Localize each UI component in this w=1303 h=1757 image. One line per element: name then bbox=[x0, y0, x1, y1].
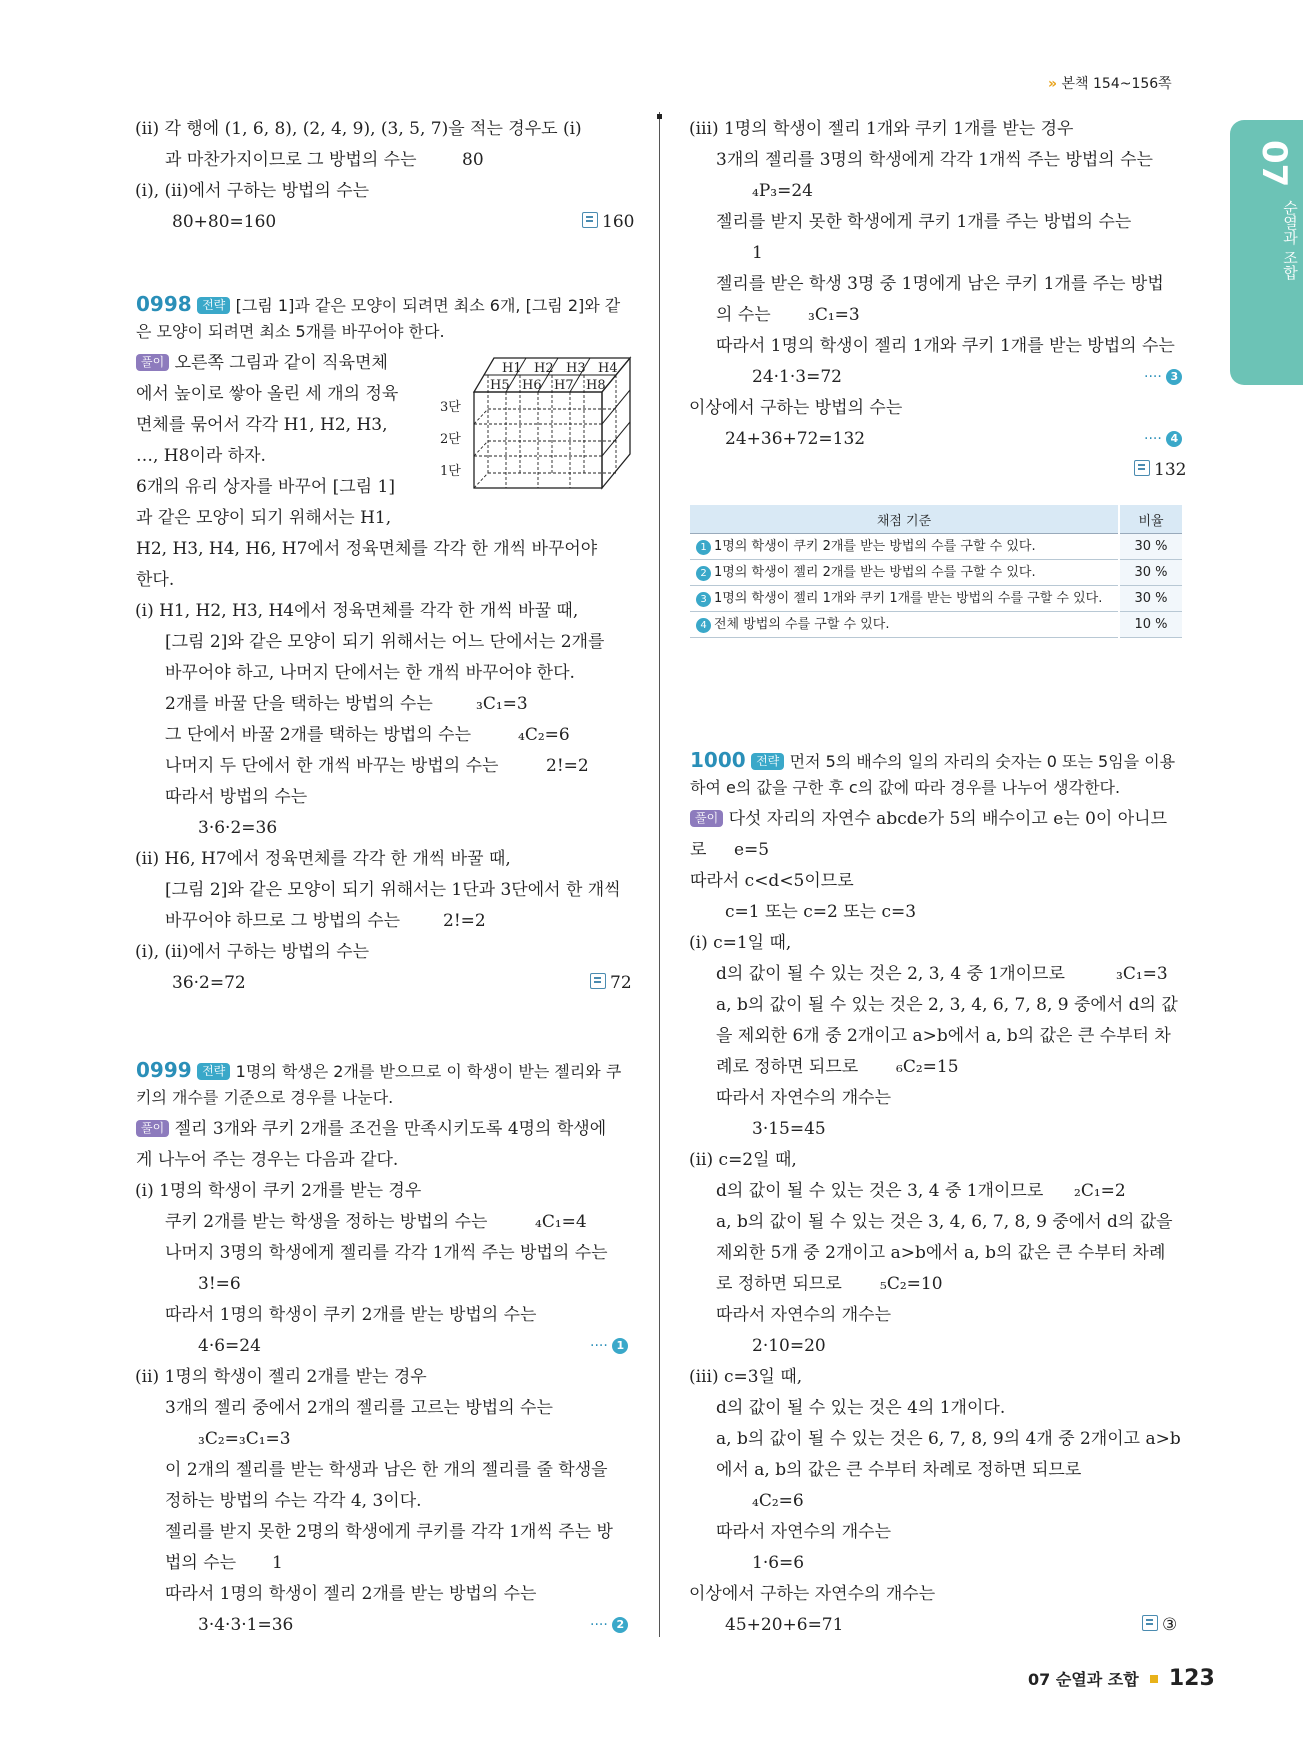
table-row bbox=[690, 586, 1182, 612]
text-line: 2개를 바꿀 단을 택하는 방법의 수는 bbox=[165, 694, 433, 714]
math-value: 2!=2 bbox=[546, 756, 589, 776]
cube-stack-figure bbox=[440, 350, 640, 500]
text-line: 따라서 1명의 학생이 쿠키 2개를 받는 방법의 수는 bbox=[165, 1305, 537, 1325]
text-line: (ⅲ) 1명의 학생이 젤리 1개와 쿠키 1개를 받는 경우 bbox=[689, 119, 1074, 139]
text-line: 따라서 자연수의 개수는 bbox=[716, 1305, 892, 1325]
answer-box bbox=[1142, 1613, 1177, 1637]
double-chevron-icon: » bbox=[1048, 76, 1058, 92]
chapter-number: 07 bbox=[1254, 140, 1294, 188]
math-value: 2!=2 bbox=[443, 911, 486, 931]
text-line: 이상에서 구하는 방법의 수는 bbox=[689, 398, 903, 418]
strategy-text: 1명의 학생은 2개를 받으므로 이 학생이 받는 젤리와 쿠 bbox=[235, 1062, 622, 1081]
table-cell: 30 % bbox=[1119, 534, 1182, 560]
text-line: 나머지 3명의 학생에게 젤리를 각각 1개씩 주는 방법의 수는 bbox=[165, 1243, 608, 1263]
criteria-text: 전체 방법의 수를 구할 수 있다. bbox=[714, 617, 890, 632]
strategy-tag: 전략 bbox=[197, 297, 230, 314]
text-line: a, b의 값이 될 수 있는 것은 2, 3, 4, 6, 7, 8, 9 중에서 d의 값 bbox=[716, 995, 1178, 1015]
text-span: 젤리 3개와 쿠키 2개를 조건을 만족시키도록 4명의 학생에 bbox=[174, 1119, 607, 1139]
text-line: 나머지 두 단에서 한 개씩 바꾸는 방법의 수는 bbox=[165, 756, 499, 776]
strategy-text: 은 모양이 되려면 최소 5개를 바꾸어야 한다. bbox=[136, 322, 445, 341]
page-footer bbox=[1028, 1666, 1215, 1691]
figure-label: H6 bbox=[522, 378, 542, 393]
solution-tag: 풀이 bbox=[690, 810, 723, 827]
problem-number: 0998 bbox=[136, 292, 192, 316]
math-value: e=5 bbox=[734, 840, 770, 860]
table-cell: 30 % bbox=[1119, 560, 1182, 586]
solution-tag: 풀이 bbox=[136, 354, 169, 371]
math-value: ₅C₂=10 bbox=[880, 1274, 943, 1294]
math-line: 80+80=160 bbox=[172, 212, 277, 232]
math-line: ₄P₃=24 bbox=[752, 181, 813, 201]
step-number-icon: 3 bbox=[696, 592, 711, 607]
divider-marker bbox=[657, 114, 662, 119]
text-line: 3개의 젤리를 3명의 학생에게 각각 1개씩 주는 방법의 수는 bbox=[716, 150, 1153, 170]
text-line: (ⅰ), (ⅱ)에서 구하는 방법의 수는 bbox=[135, 942, 370, 962]
figure-level-label: 1단 bbox=[440, 464, 461, 479]
figure-label: H1 bbox=[502, 361, 522, 376]
text-line: d의 값이 될 수 있는 것은 4의 1개이다. bbox=[716, 1398, 1006, 1418]
text-line: 로 bbox=[690, 840, 707, 860]
strategy-tag: 전략 bbox=[197, 1063, 230, 1080]
text-line: 그 단에서 바꿀 2개를 택하는 방법의 수는 bbox=[165, 725, 471, 745]
math-line: 1 bbox=[752, 243, 763, 263]
text-line: 젤리를 받지 못한 2명의 학생에게 쿠키를 각각 1개씩 주는 방 bbox=[165, 1522, 613, 1542]
text-line: a, b의 값이 될 수 있는 것은 3, 4, 6, 7, 8, 9 중에서 d의 값을 bbox=[716, 1212, 1173, 1232]
answer-value: 132 bbox=[1154, 460, 1187, 480]
answer-value: 160 bbox=[602, 212, 635, 232]
text-line: 따라서 방법의 수는 bbox=[165, 787, 308, 807]
strategy-tag: 전략 bbox=[751, 753, 784, 770]
math-line: 3·6·2=36 bbox=[198, 818, 278, 838]
table-row bbox=[690, 612, 1182, 638]
problem-header bbox=[690, 748, 1175, 774]
math-value: ₄C₂=6 bbox=[518, 725, 570, 745]
text-line: 따라서 자연수의 개수는 bbox=[716, 1088, 892, 1108]
criteria-text: 1명의 학생이 쿠키 2개를 받는 방법의 수를 구할 수 있다. bbox=[714, 539, 1036, 554]
answer-icon bbox=[1142, 1615, 1158, 1631]
text-line: 쿠키 2개를 받는 학생을 정하는 방법의 수는 bbox=[165, 1212, 488, 1232]
table-cell: 30 % bbox=[1119, 586, 1182, 612]
text-line: 젤리를 받지 못한 학생에게 쿠키 1개를 주는 방법의 수는 bbox=[716, 212, 1132, 232]
text-span: 다섯 자리의 자연수 abcde가 5의 배수이고 e는 0이 아니므 bbox=[728, 809, 1168, 829]
math-line: ₃C₂=₃C₁=3 bbox=[198, 1429, 291, 1449]
text-line bbox=[690, 807, 1167, 831]
answer-box bbox=[590, 971, 632, 995]
math-line: 45+20+6=71 bbox=[725, 1615, 844, 1635]
figure-label: H8 bbox=[586, 378, 606, 393]
table-cell bbox=[690, 560, 1119, 586]
text-line: [그림 2]와 같은 모양이 되기 위해서는 1단과 3단에서 한 개씩 bbox=[165, 880, 621, 900]
criteria-text: 1명의 학생이 젤리 1개와 쿠키 1개를 받는 방법의 수를 구할 수 있다. bbox=[714, 591, 1103, 606]
text-line: 을 제외한 6개 중 2개이고 a>b에서 a, b의 값은 큰 수부터 차 bbox=[716, 1026, 1171, 1046]
math-value: ₆C₂=15 bbox=[896, 1057, 959, 1077]
text-line: (ⅰ), (ⅱ)에서 구하는 방법의 수는 bbox=[135, 181, 370, 201]
text-line: 한다. bbox=[136, 570, 175, 590]
text-line: 3개의 젤리 중에서 2개의 젤리를 고르는 방법의 수는 bbox=[165, 1398, 553, 1418]
step-marker-4: ···· 4 bbox=[1144, 427, 1182, 451]
problem-number: 0999 bbox=[136, 1058, 192, 1082]
math-value: ₃C₁=3 bbox=[1116, 964, 1168, 984]
text-line: (ⅱ) 각 행에 (1, 6, 8), (2, 4, 9), (3, 5, 7)을 적는 경우도 (ⅰ) bbox=[135, 119, 582, 139]
answer-icon bbox=[590, 973, 606, 989]
figure-label: H4 bbox=[598, 361, 618, 376]
text-line: 이상에서 구하는 자연수의 개수는 bbox=[689, 1584, 936, 1604]
math-value: ₂C₁=2 bbox=[1074, 1181, 1126, 1201]
solution-tag: 풀이 bbox=[136, 1120, 169, 1137]
math-value: ₃C₁=3 bbox=[476, 694, 528, 714]
text-line: 과 같은 모양이 되기 위해서는 H1, bbox=[136, 508, 392, 528]
footer-chapter: 07 순열과 조합 bbox=[1028, 1670, 1139, 1689]
text-line: (ⅰ) H1, H2, H3, H4에서 정육면체를 각각 한 개씩 바꿀 때, bbox=[135, 601, 579, 621]
text-line bbox=[136, 351, 388, 375]
text-span: 오른쪽 그림과 같이 직육면체 bbox=[174, 353, 388, 373]
answer-box bbox=[582, 210, 634, 234]
strategy-text: 키의 개수를 기준으로 경우를 나눈다. bbox=[136, 1088, 394, 1107]
text-line: 바꾸어야 하므로 그 방법의 수는 bbox=[165, 911, 401, 931]
math-line: 2·10=20 bbox=[752, 1336, 826, 1356]
table-cell bbox=[690, 586, 1119, 612]
criteria-text: 1명의 학생이 젤리 2개를 받는 방법의 수를 구할 수 있다. bbox=[714, 565, 1036, 580]
text-line: 과 마찬가지이므로 그 방법의 수는 bbox=[165, 150, 417, 170]
table-header-criteria: 채점 기준 bbox=[690, 505, 1119, 534]
text-line: 정하는 방법의 수는 각각 4, 3이다. bbox=[165, 1491, 422, 1511]
text-line: d의 값이 될 수 있는 것은 2, 3, 4 중 1개이므로 bbox=[716, 964, 1065, 984]
chapter-title: 순열과 조합 bbox=[1281, 200, 1299, 280]
problem-number: 1000 bbox=[690, 748, 746, 772]
math-line: 3·15=45 bbox=[752, 1119, 826, 1139]
page-reference bbox=[1048, 73, 1172, 93]
table-cell bbox=[690, 612, 1119, 638]
problem-header bbox=[136, 292, 620, 318]
step-number-icon: 4 bbox=[696, 618, 711, 633]
chapter-side-tab bbox=[1230, 120, 1303, 385]
table-header-ratio: 비율 bbox=[1119, 505, 1182, 534]
text-line: 의 수는 bbox=[716, 305, 771, 325]
text-line: 따라서 1명의 학생이 젤리 2개를 받는 방법의 수는 bbox=[165, 1584, 537, 1604]
math-line: 24+36+72=132 bbox=[725, 429, 866, 449]
math-line: 1·6=6 bbox=[752, 1553, 805, 1573]
text-line: 바꾸어야 하고, 나머지 단에서는 한 개씩 바꾸어야 한다. bbox=[165, 663, 575, 683]
answer-icon bbox=[1134, 460, 1150, 476]
text-line: 따라서 c<d<5이므로 bbox=[690, 871, 854, 891]
text-line bbox=[136, 1117, 606, 1141]
page-number: 123 bbox=[1168, 1666, 1215, 1691]
text-line: (ⅱ) 1명의 학생이 젤리 2개를 받는 경우 bbox=[135, 1367, 427, 1387]
text-line: 젤리를 받은 학생 3명 중 1명에게 남은 쿠키 1개를 주는 방법 bbox=[716, 274, 1164, 294]
strategy-text: [그림 1]과 같은 모양이 되려면 최소 6개, [그림 2]와 같 bbox=[235, 296, 621, 315]
text-line: 법의 수는 bbox=[165, 1553, 237, 1573]
math-line: 3!=6 bbox=[198, 1274, 241, 1294]
figure-label: H3 bbox=[566, 361, 586, 376]
text-line: 로 정하면 되므로 bbox=[716, 1274, 842, 1294]
text-line: 이 2개의 젤리를 받는 학생과 남은 한 개의 젤리를 줄 학생을 bbox=[165, 1460, 608, 1480]
answer-value: ③ bbox=[1162, 1615, 1178, 1635]
table-row bbox=[690, 534, 1182, 560]
figure-label: H2 bbox=[534, 361, 554, 376]
table-cell bbox=[690, 534, 1119, 560]
text-line: (ⅱ) c=2일 때, bbox=[689, 1150, 797, 1170]
figure-level-label: 3단 bbox=[440, 400, 461, 415]
strategy-text: 먼저 5의 배수의 일의 자리의 숫자는 0 또는 5임을 이용 bbox=[789, 752, 1176, 771]
strategy-text: 하여 e의 값을 구한 후 c의 값에 따라 경우를 나누어 생각한다. bbox=[690, 778, 1121, 797]
text-line: 제외한 5개 중 2개이고 a>b에서 a, b의 값은 큰 수부터 차례 bbox=[716, 1243, 1166, 1263]
answer-box bbox=[1134, 458, 1186, 482]
text-line: H2, H3, H4, H6, H7에서 정육면체를 각각 한 개씩 바꾸어야 bbox=[136, 539, 598, 559]
table-row bbox=[690, 560, 1182, 586]
text-line: (ⅲ) c=3일 때, bbox=[689, 1367, 803, 1387]
answer-value: 72 bbox=[610, 973, 632, 993]
scoring-table bbox=[690, 505, 1182, 638]
text-line: 따라서 1명의 학생이 젤리 1개와 쿠키 1개를 받는 방법의 수는 bbox=[716, 336, 1175, 356]
step-number-icon: 1 bbox=[696, 540, 711, 555]
math-value: ₃C₁=3 bbox=[808, 305, 860, 325]
text-line: 면체를 묶어서 각각 H1, H2, H3, bbox=[136, 415, 388, 435]
figure-level-label: 2단 bbox=[440, 432, 461, 447]
text-line: [그림 2]와 같은 모양이 되기 위해서는 어느 단에서는 2개를 bbox=[165, 632, 605, 652]
text-line: 에서 a, b의 값은 큰 수부터 차례로 정하면 되므로 bbox=[716, 1460, 1082, 1480]
footer-square-icon bbox=[1150, 1675, 1158, 1683]
step-marker-1: ···· 1 bbox=[590, 1334, 628, 1358]
step-marker-2: ···· 2 bbox=[590, 1613, 628, 1637]
math-value: 1 bbox=[272, 1553, 283, 1573]
math-line: c=1 또는 c=2 또는 c=3 bbox=[725, 902, 917, 922]
math-line: 36·2=72 bbox=[172, 973, 246, 993]
text-line: …, H8이라 하자. bbox=[136, 446, 266, 466]
column-divider bbox=[659, 112, 660, 1637]
text-line: 따라서 자연수의 개수는 bbox=[716, 1522, 892, 1542]
text-line: 례로 정하면 되므로 bbox=[716, 1057, 859, 1077]
figure-label: H5 bbox=[490, 378, 510, 393]
step-number-icon: 2 bbox=[696, 566, 711, 581]
text-line: (ⅰ) c=1일 때, bbox=[689, 933, 792, 953]
text-line: d의 값이 될 수 있는 것은 3, 4 중 1개이므로 bbox=[716, 1181, 1044, 1201]
math-line: 24·1·3=72 bbox=[752, 367, 842, 387]
text-line: a, b의 값이 될 수 있는 것은 6, 7, 8, 9의 4개 중 2개이고 a>b bbox=[716, 1429, 1181, 1449]
table-cell: 10 % bbox=[1119, 612, 1182, 638]
math-value: 80 bbox=[462, 150, 484, 170]
math-line: 4·6=24 bbox=[198, 1336, 261, 1356]
step-marker-3: ···· 3 bbox=[1144, 365, 1182, 389]
text-line: 게 나누어 주는 경우는 다음과 같다. bbox=[136, 1150, 399, 1170]
math-value: ₄C₁=4 bbox=[535, 1212, 587, 1232]
figure-label: H7 bbox=[554, 378, 574, 393]
page-ref-text: 본책 154~156쪽 bbox=[1061, 76, 1172, 92]
problem-header bbox=[136, 1058, 621, 1084]
text-line: 에서 높이로 쌓아 올린 세 개의 정육 bbox=[136, 384, 399, 404]
math-line: 3·4·3·1=36 bbox=[198, 1615, 294, 1635]
text-line: 6개의 유리 상자를 바꾸어 [그림 1] bbox=[136, 477, 395, 497]
text-line: (ⅱ) H6, H7에서 정육면체를 각각 한 개씩 바꿀 때, bbox=[135, 849, 511, 869]
math-line: ₄C₂=6 bbox=[752, 1491, 804, 1511]
text-line: (ⅰ) 1명의 학생이 쿠키 2개를 받는 경우 bbox=[135, 1181, 422, 1201]
answer-icon bbox=[582, 212, 598, 228]
